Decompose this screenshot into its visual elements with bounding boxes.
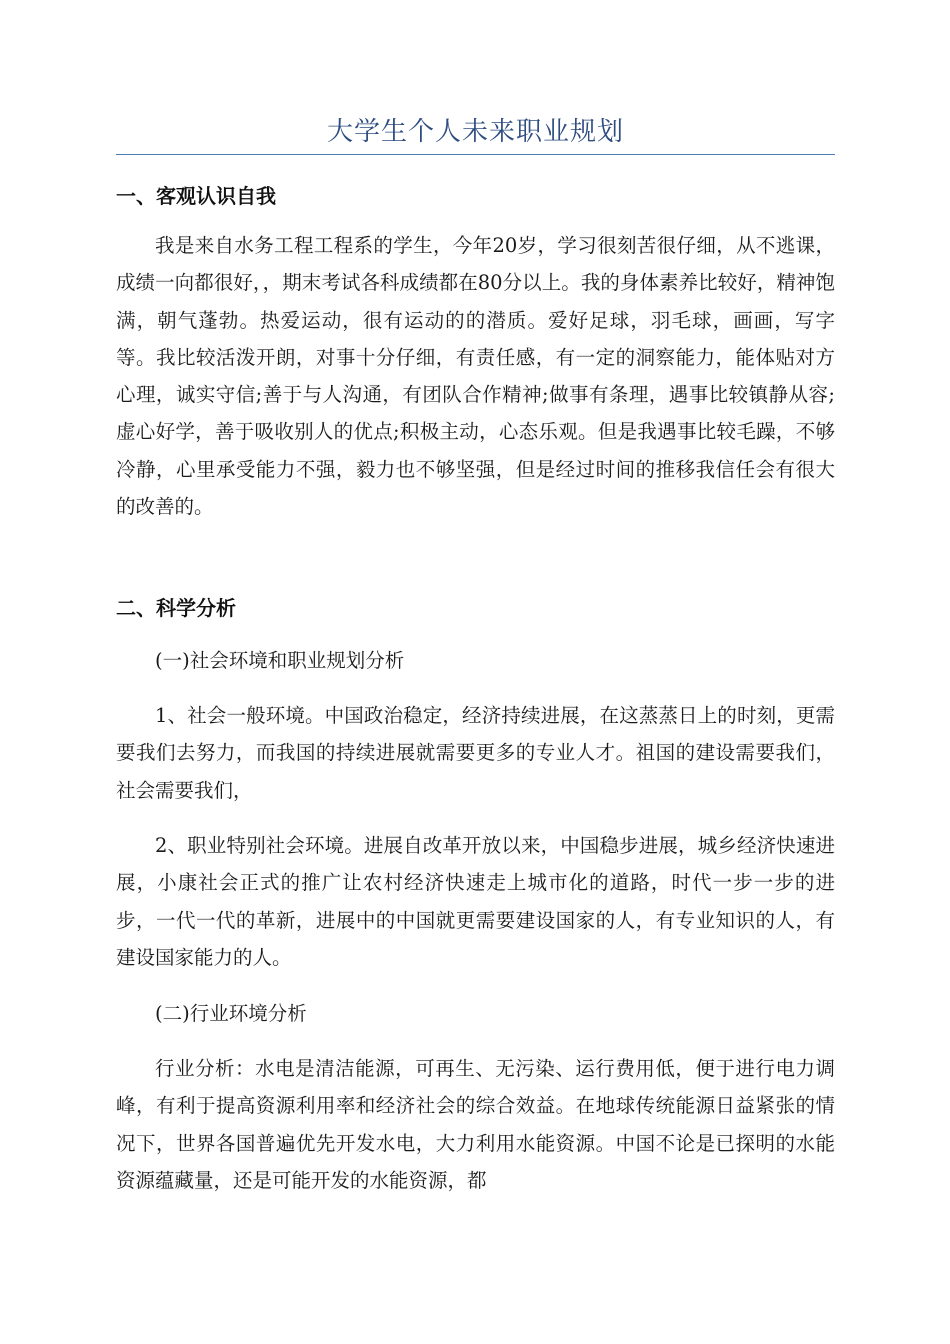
section-heading-1: 一、客观认识自我 — [116, 184, 276, 208]
title-underline — [116, 154, 835, 155]
section1-paragraph: 我是来自水务工程工程系的学生，今年20岁，学习很刻苦很仔细，从不逃课，成绩一向都很好，，期末考试各科成绩都在80分以上。我的身体素养比较好，精神饱满，朝气蓬勃。热爱运动，很有运动的的潜质。爱好足球，羽毛球，画画，写字等。我比较活泼开朗，对事十分仔细，有责任感，有一定的洞察能力，能体贴对方心理，诚实守信;善于与人沟通，有团队合作精神;做事有条理，遇事比较镇静从容;虚心好学，善于吸收别人的优点;积极主动，心态乐观。但是我遇事比较毛躁，不够冷静，心里承受能力不强，毅力也不够坚强，但是经过时间的推移我信任会有很大的改善的。 — [116, 234, 835, 519]
document-title: 大学生个人未来职业规划 — [326, 117, 624, 147]
subsection-heading-1: (一)社会环境和职业规划分析 — [155, 649, 405, 672]
section2-paragraph-1: 1、社会一般环境。中国政治稳定，经济持续进展，在这蒸蒸日上的时刻，更需要我们去努力，而我国的持续进展就需要更多的专业人才。祖国的建设需要我们，社会需要我们， — [116, 704, 835, 802]
subsection-heading-2: (二)行业环境分析 — [155, 1002, 307, 1025]
section-heading-2: 二、科学分析 — [116, 596, 236, 620]
section2-paragraph-2: 2、职业特别社会环境。进展自改革开放以来，中国稳步进展，城乡经济快速进展，小康社会正式的推广让农村经济快速走上城市化的道路，时代一步一步的进步，一代一代的革新，进展中的中国就更需要建设国家的人，有专业知识的人，有建设国家能力的人。 — [116, 834, 835, 969]
section2-paragraph-3: 行业分析：水电是清洁能源，可再生、无污染、运行费用低，便于进行电力调峰，有利于提高资源利用率和经济社会的综合效益。在地球传统能源日益紧张的情况下，世界各国普遍优先开发水电，大力利用水能资源。中国不论是已探明的水能资源蕴藏量，还是可能开发的水能资源，都 — [116, 1057, 835, 1192]
document-page — [116, 0, 835, 1344]
